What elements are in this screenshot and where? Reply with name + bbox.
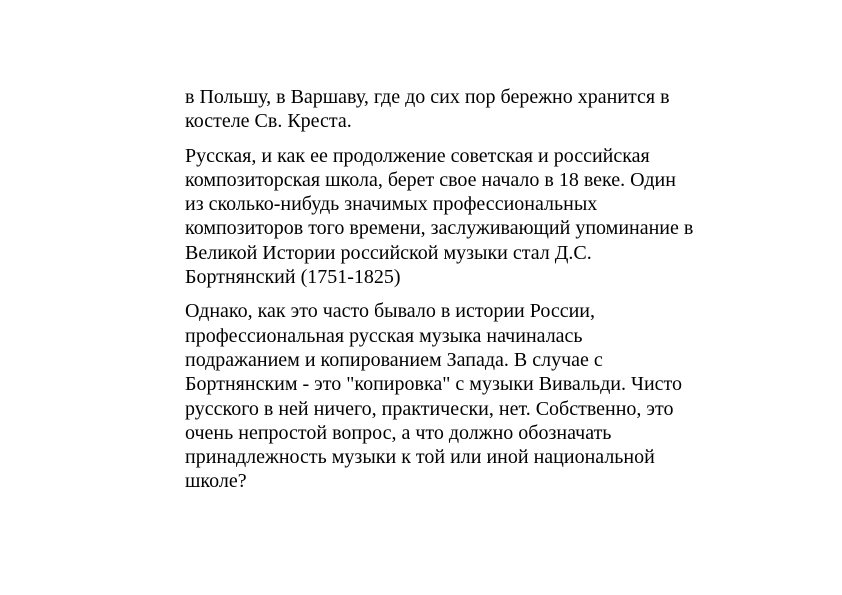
paragraph-1: в Польшу, в Варшаву, где до сих пор бережно хранится в костеле Св. Креста.	[185, 86, 670, 133]
paragraph-3: Однако, как это часто бывало в истории России, профессиональная русская музыка начиналась подражанием и копированием Запада. В случае с Бортнянским - это "копировка" с музыки Вивальди. Чисто русского в ней ничего, практически, нет. Собственно, это очень непростой вопрос, а что должно обозначать принадлежность музыки к той или иной национальной школе?	[185, 300, 683, 493]
paragraph-2: Русская, и как ее продолжение советская и российская композиторская школа, берет свое начало в 18 веке. Один из сколько-нибудь значимых профессиональных композиторов того времени, заслуживающий упоминание в Великой Истории российской музыки стал Д.С. Бортнянский (1751-1825)	[185, 144, 694, 289]
text-body	[185, 85, 755, 504]
